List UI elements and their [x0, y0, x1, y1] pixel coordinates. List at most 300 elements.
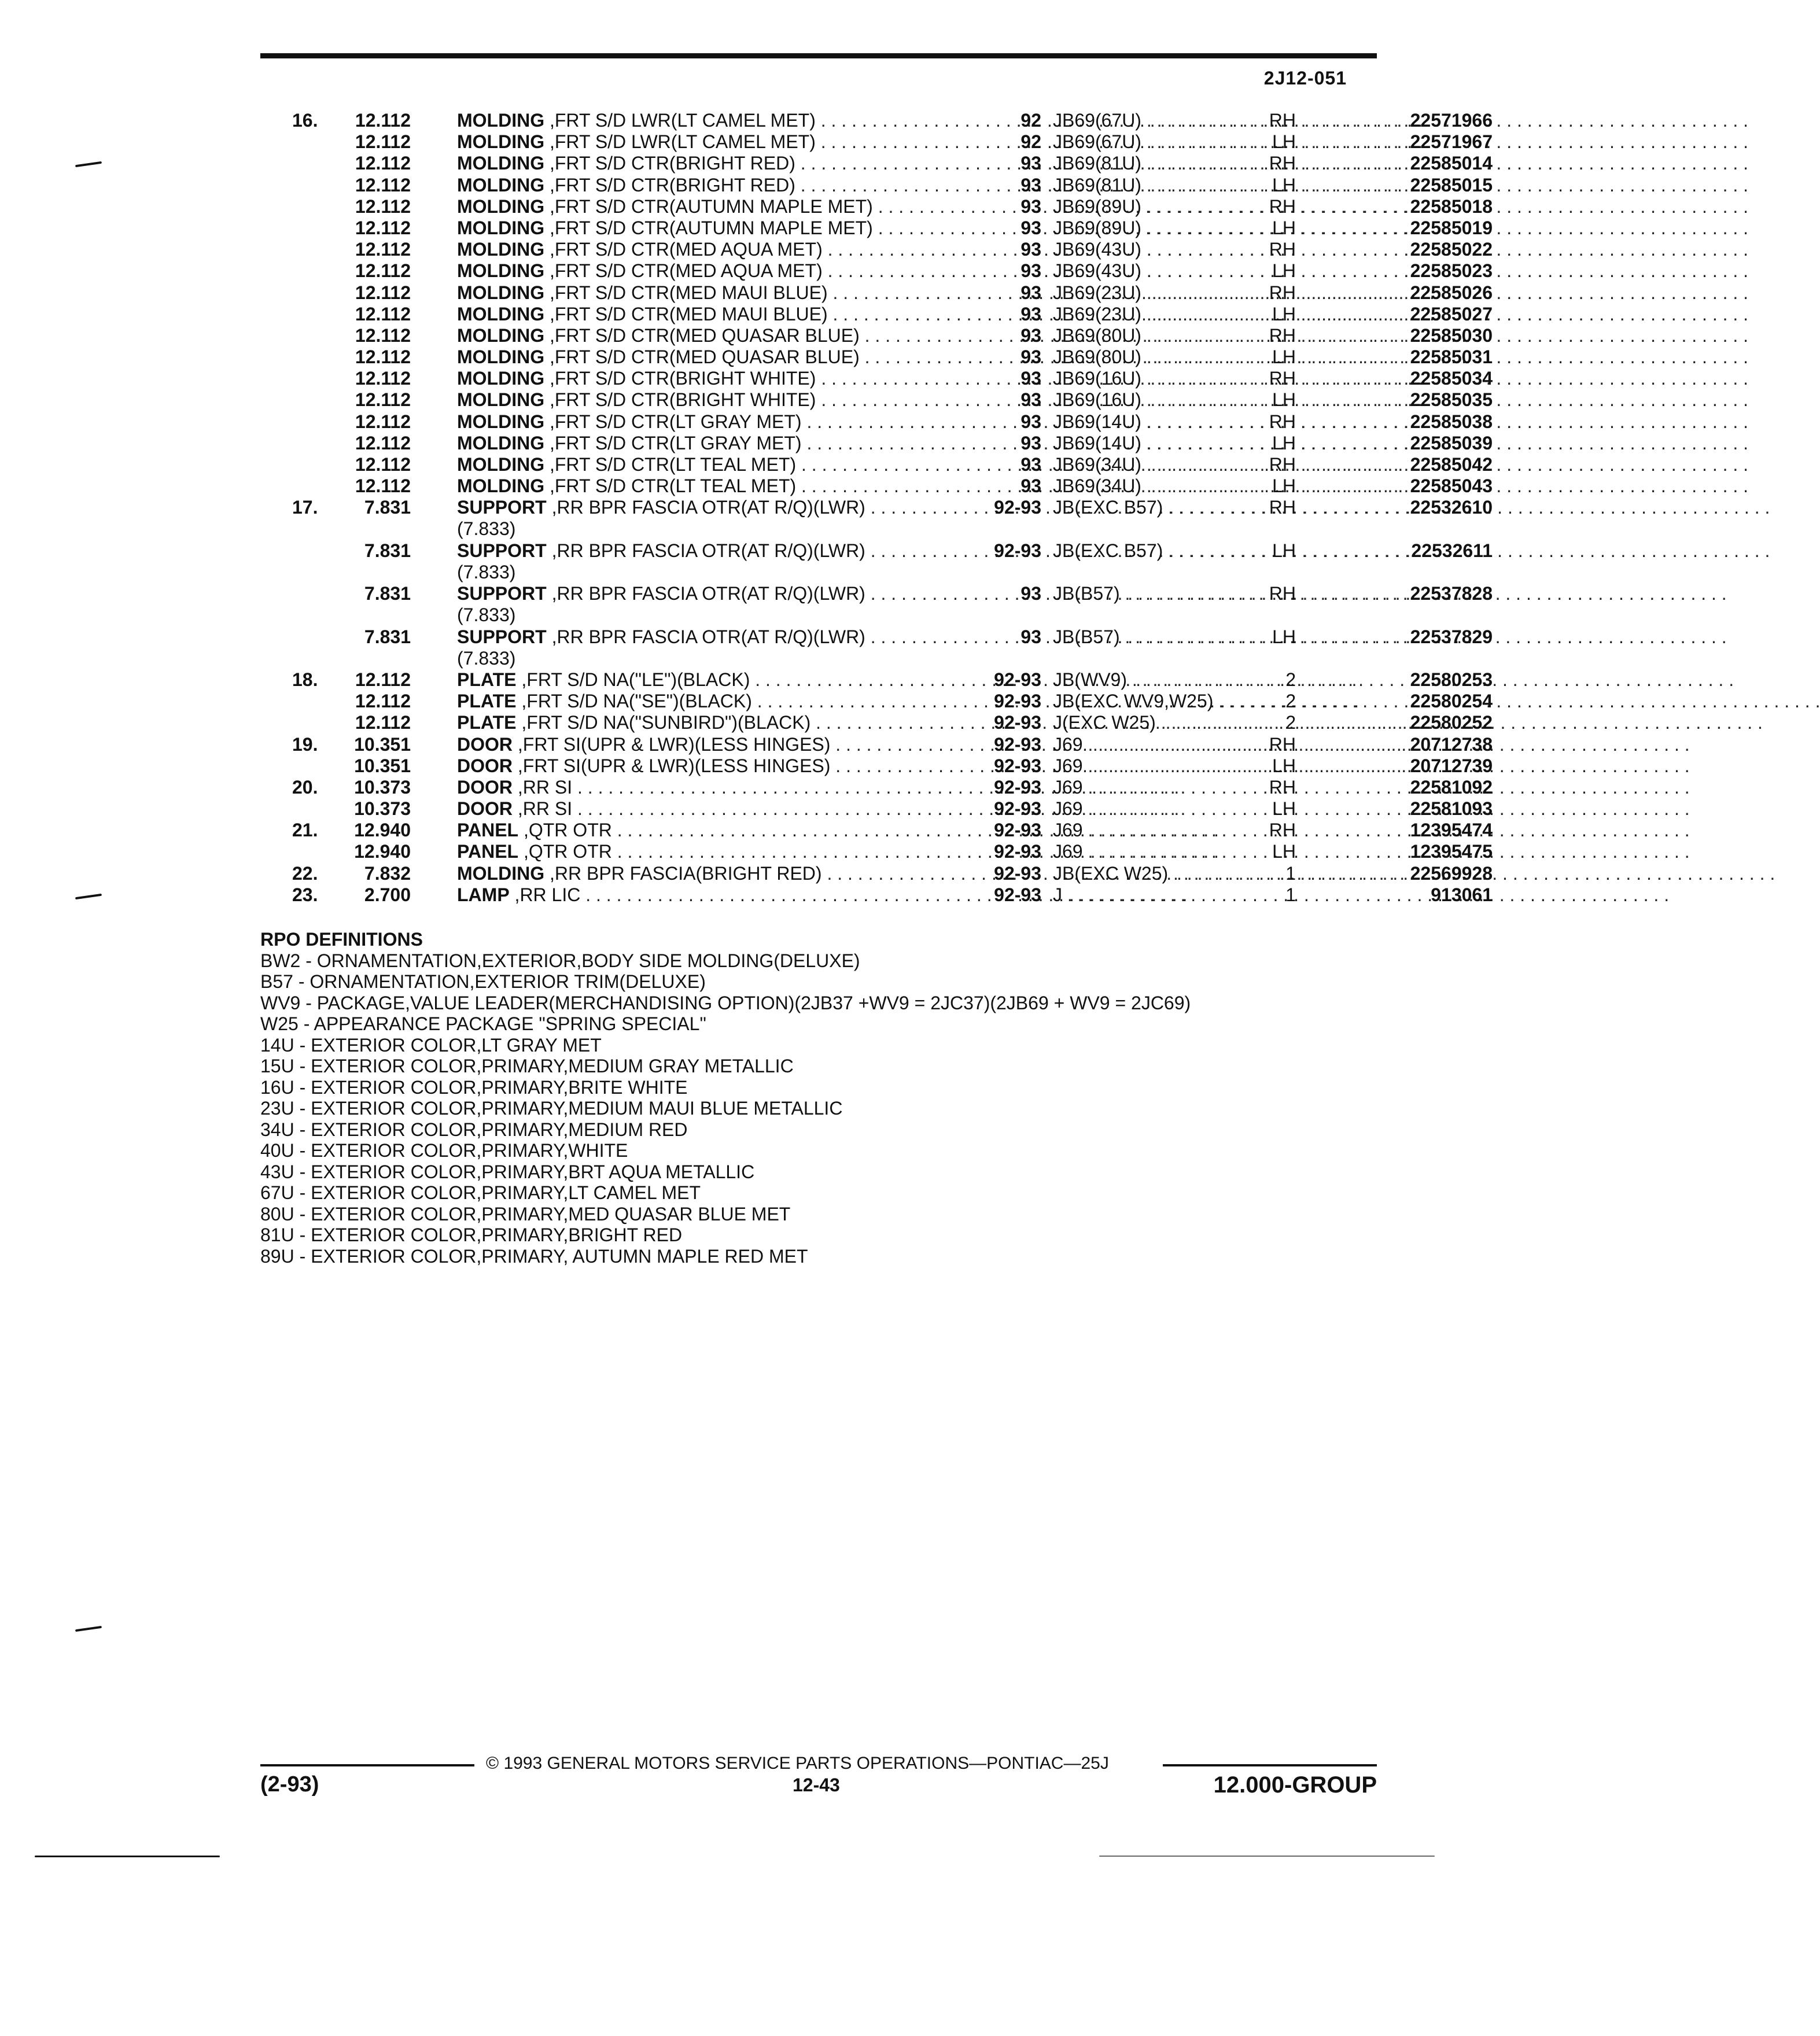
part-number: 22585018 — [1410, 196, 1493, 217]
side-or-qty: LH — [1272, 389, 1296, 411]
part-name: MOLDING — [457, 239, 545, 260]
part-detail: ,FRT S/D LWR(LT CAMEL MET) . . . — [550, 131, 1423, 152]
model-year: 93 — [1020, 346, 1041, 368]
model-code: JB69(67U) . . . — [1053, 110, 1273, 131]
ref-number: 22. — [292, 862, 318, 884]
side-or-qty: LH — [1272, 841, 1296, 862]
part-number: 22585015 — [1410, 174, 1493, 196]
parts-row — [260, 153, 1493, 174]
side-or-qty: LH — [1272, 475, 1296, 497]
ref-number: 16. — [292, 110, 318, 131]
part-detail: ,FRT S/D CTR(AUTUMN MAPLE MET) . . . — [550, 196, 1480, 217]
group-number: 12.112 — [355, 196, 411, 217]
part-number: 22569928 — [1410, 862, 1493, 884]
rpo-definition: 34U - EXTERIOR COLOR,PRIMARY,MEDIUM RED — [260, 1119, 688, 1140]
rpo-definition: 80U - EXTERIOR COLOR,PRIMARY,MED QUASAR BLUE MET — [260, 1203, 791, 1224]
footer-rule-right — [1163, 1764, 1377, 1766]
parts-row — [260, 755, 1493, 777]
model-code: JB69(34U) . . . — [1053, 454, 1273, 475]
parts-row — [260, 389, 1493, 411]
part-detail: ,FRT S/D CTR(BRIGHT WHITE) . . . — [550, 389, 1423, 410]
group-number: 12.112 — [355, 691, 411, 712]
binder-mark — [75, 894, 102, 899]
group-number: 10.351 — [354, 755, 411, 776]
part-name: SUPPORT — [457, 540, 547, 561]
parts-row — [260, 260, 1493, 282]
model-year: 92-93 — [994, 669, 1041, 690]
model-code: J . . . — [1053, 884, 1273, 906]
model-code: JB69(16U) . . . — [1053, 368, 1273, 389]
part-name: MOLDING — [457, 411, 545, 432]
model-year: 93 — [1020, 454, 1041, 475]
part-number: 22580254 — [1410, 691, 1493, 712]
part-number: 22585038 — [1410, 411, 1493, 432]
binder-mark — [75, 1626, 102, 1632]
model-code: JB69(23U) . . . — [1053, 304, 1273, 325]
parts-row — [260, 454, 1493, 475]
part-detail: ,QTR OTR . . . — [524, 841, 1219, 862]
model-year: 93 — [1020, 260, 1041, 282]
group-number: 7.831 — [364, 583, 411, 604]
part-detail: ,FRT S/D NA("LE")(BLACK) . . . — [521, 669, 1357, 690]
ref-number: 21. — [292, 820, 318, 841]
model-code: JB69(80U) . . . — [1053, 346, 1273, 368]
parts-row — [260, 884, 1493, 906]
part-detail: ,RR SI . . . — [518, 798, 1179, 819]
model-year: 93 — [1020, 324, 1041, 346]
parts-row — [260, 475, 1493, 497]
group-number: 7.831 — [364, 540, 411, 561]
binder-mark — [75, 161, 102, 167]
model-year: 93 — [1020, 475, 1041, 497]
group-number: 10.373 — [354, 776, 411, 798]
parts-row — [260, 583, 1493, 626]
side-or-qty: RH — [1269, 324, 1296, 346]
model-year: 93 — [1020, 282, 1041, 303]
rpo-definition: 81U - EXTERIOR COLOR,PRIMARY,BRIGHT RED — [260, 1224, 683, 1245]
ref-number: 23. — [292, 884, 318, 905]
rpo-definition: 89U - EXTERIOR COLOR,PRIMARY, AUTUMN MAPLE RED MET — [260, 1245, 808, 1267]
model-year: 92 — [1020, 110, 1041, 131]
group-number: 12.940 — [354, 841, 411, 862]
part-name: DOOR — [457, 776, 513, 798]
model-year: 93 — [1020, 239, 1041, 260]
parts-row — [260, 691, 1493, 712]
rpo-definition: 43U - EXTERIOR COLOR,PRIMARY,BRT AQUA METALLIC — [260, 1161, 755, 1182]
model-year: 93 — [1020, 411, 1041, 432]
model-year: 92-93 — [994, 540, 1041, 561]
parts-row — [260, 820, 1493, 841]
part-number: 22571967 — [1410, 131, 1493, 153]
model-year: 92-93 — [994, 798, 1041, 820]
model-year: 92 — [1020, 131, 1041, 153]
model-code: JB69(80U) . . . — [1053, 325, 1273, 346]
group-number: 10.373 — [354, 798, 411, 820]
parts-row — [260, 411, 1493, 433]
side-or-qty: LH — [1272, 626, 1296, 647]
model-year: 92-93 — [994, 862, 1041, 884]
parts-row — [260, 131, 1493, 153]
part-name: MOLDING — [457, 389, 545, 411]
group-number: 7.831 — [364, 626, 411, 647]
model-year: 93 — [1020, 153, 1041, 174]
side-or-qty: RH — [1269, 368, 1296, 389]
parts-row — [260, 368, 1493, 389]
group-number: 12.112 — [355, 174, 411, 196]
group-number: 12.112 — [355, 411, 411, 432]
side-or-qty: RH — [1269, 153, 1296, 174]
side-or-qty: LH — [1272, 131, 1296, 153]
side-or-qty: LH — [1272, 798, 1296, 820]
part-name: MOLDING — [457, 862, 545, 884]
ref-number: 17. — [292, 497, 318, 518]
part-name: MOLDING — [457, 260, 545, 282]
page-code: 2J12-051 — [1263, 68, 1347, 88]
parts-row — [260, 282, 1493, 304]
model-code: JB69(81U) . . . — [1053, 175, 1273, 196]
model-year: 92-93 — [994, 755, 1041, 776]
side-or-qty: LH — [1272, 346, 1296, 368]
part-detail: ,FRT S/D CTR(MED QUASAR BLUE) . . . — [550, 346, 1467, 367]
part-number: 22537828 — [1410, 583, 1493, 604]
part-number: 22581093 — [1410, 798, 1493, 820]
side-or-qty: LH — [1272, 432, 1296, 453]
part-detail: ,RR BPR FASCIA OTR(AT R/Q)(LWR) . . . — [552, 540, 1472, 561]
part-name: MOLDING — [457, 153, 545, 174]
model-code: J69 . . . — [1053, 841, 1273, 862]
part-name: LAMP — [457, 884, 510, 905]
part-name: MOLDING — [457, 368, 545, 389]
part-number: 22585027 — [1410, 303, 1493, 324]
rpo-definition: 15U - EXTERIOR COLOR,PRIMARY,MEDIUM GRAY METALLIC — [260, 1056, 794, 1076]
group-number: 12.112 — [355, 303, 411, 324]
part-name: MOLDING — [457, 196, 545, 217]
scan-edge-line — [1099, 1856, 1435, 1857]
part-number: 22585031 — [1410, 346, 1493, 368]
group-number: 12.112 — [355, 712, 411, 733]
part-name: MOLDING — [457, 174, 545, 196]
model-code: JB69(89U) . . . — [1053, 196, 1273, 217]
part-number: 22585022 — [1410, 239, 1493, 260]
side-or-qty: RH — [1269, 820, 1296, 841]
group-number: 12.112 — [355, 239, 411, 260]
part-detail: ,RR BPR FASCIA(BRIGHT RED) . . . — [550, 863, 1429, 884]
model-year: 93 — [1020, 303, 1041, 324]
part-name: PLATE — [457, 712, 517, 733]
part-detail: ,FRT SI(UPR & LWR)(LESS HINGES) . . . — [518, 755, 1438, 776]
parts-row — [260, 346, 1493, 368]
model-code: JB69(34U) . . . — [1053, 475, 1273, 497]
group-number: 12.112 — [355, 389, 411, 411]
group-number: 12.112 — [355, 217, 411, 238]
model-year: 93 — [1020, 626, 1041, 647]
part-detail: ,RR BPR FASCIA OTR(AT R/Q)(LWR) . . . — [552, 497, 1472, 518]
parts-row — [260, 174, 1493, 196]
part-name: DOOR — [457, 733, 513, 755]
side-or-qty: RH — [1269, 583, 1296, 604]
group-number: 7.831 — [364, 497, 411, 518]
part-detail-continued: (7.833) — [457, 518, 516, 540]
model-code: J69 . . . — [1053, 755, 1273, 777]
part-detail: ,FRT S/D CTR(BRIGHT RED) . . . — [550, 153, 1402, 174]
part-detail: ,RR LIC . . . — [515, 884, 1188, 905]
part-name: SUPPORT — [457, 583, 547, 604]
side-or-qty: LH — [1272, 303, 1296, 324]
part-detail: ,FRT S/D NA("SE")(BLACK) . . . — [521, 691, 1359, 711]
side-or-qty: LH — [1272, 174, 1296, 196]
part-name: MOLDING — [457, 217, 545, 238]
model-code: JB(B57) . . . — [1053, 583, 1273, 604]
part-detail: ,RR BPR FASCIA OTR(AT R/Q)(LWR) . . . — [552, 626, 1472, 647]
model-code: JB(EXC B57) . . . — [1053, 540, 1273, 562]
group-number: 7.832 — [364, 862, 411, 884]
model-code: JB(EXC B57) . . . — [1053, 497, 1273, 518]
parts-row — [260, 776, 1493, 798]
group-number: 12.112 — [355, 110, 411, 131]
group-number: 12.112 — [355, 475, 411, 497]
part-number: 22537829 — [1410, 626, 1493, 647]
side-or-qty: LH — [1272, 540, 1296, 561]
part-detail: ,RR SI . . . — [518, 777, 1179, 798]
part-name: PLATE — [457, 691, 517, 712]
part-number: 22585030 — [1410, 324, 1493, 346]
part-name: MOLDING — [457, 110, 545, 131]
side-or-qty: RH — [1269, 239, 1296, 260]
parts-row — [260, 862, 1493, 884]
part-number: 913061 — [1431, 884, 1493, 905]
rpo-definition: W25 - APPEARANCE PACKAGE "SPRING SPECIAL" — [260, 1013, 706, 1034]
parts-row — [260, 712, 1493, 733]
parts-row — [260, 217, 1493, 239]
model-year: 92-93 — [994, 841, 1041, 862]
part-name: MOLDING — [457, 282, 545, 303]
model-code: JB69(14U) . . . — [1053, 411, 1273, 433]
part-detail-continued: (7.833) — [457, 604, 516, 626]
parts-row — [260, 303, 1493, 325]
model-code: JB69(43U) . . . — [1053, 260, 1273, 282]
part-detail-continued: (7.833) — [457, 561, 516, 582]
model-year: 93 — [1020, 217, 1041, 238]
model-year: 92-93 — [994, 733, 1041, 755]
group-number: 12.112 — [355, 131, 411, 153]
part-name: MOLDING — [457, 432, 545, 453]
group-number: 12.112 — [355, 346, 411, 368]
rpo-definition: BW2 - ORNAMENTATION,EXTERIOR,BODY SIDE MOLDING(DELUXE) — [260, 950, 860, 971]
part-detail: ,FRT S/D CTR(MED MAUI BLUE) . . . — [550, 304, 1435, 324]
rpo-definition: B57 - ORNAMENTATION,EXTERIOR TRIM(DELUXE) — [260, 971, 706, 992]
model-year: 93 — [1020, 368, 1041, 389]
parts-row — [260, 669, 1493, 691]
side-or-qty: RH — [1269, 282, 1296, 303]
part-detail: ,FRT S/D LWR(LT CAMEL MET) . . . — [550, 110, 1423, 131]
model-year: 93 — [1020, 432, 1041, 453]
parts-row — [260, 497, 1493, 540]
model-year: 92-93 — [994, 691, 1041, 712]
group-number: 12.112 — [355, 153, 411, 174]
part-detail: ,FRT SI(UPR & LWR)(LESS HINGES) . . . — [518, 734, 1438, 755]
group-number: 12.112 — [355, 324, 411, 346]
parts-list — [260, 110, 1493, 906]
part-number: 22581092 — [1410, 776, 1493, 798]
footer-date: (2-93) — [260, 1772, 319, 1797]
part-detail: ,RR BPR FASCIA OTR(AT R/Q)(LWR) . . . — [552, 583, 1472, 604]
model-year: 92-93 — [994, 712, 1041, 733]
model-code: J69 . . . — [1053, 734, 1273, 755]
part-detail: ,FRT S/D CTR(AUTUMN MAPLE MET) . . . — [550, 217, 1480, 238]
part-detail: ,FRT S/D CTR(BRIGHT WHITE) . . . — [550, 368, 1423, 389]
model-code: JB69(89U) . . . — [1053, 217, 1273, 239]
parts-row — [260, 841, 1493, 862]
ref-number: 20. — [292, 776, 318, 798]
part-number: 22585043 — [1410, 475, 1493, 497]
part-number: 22585034 — [1410, 368, 1493, 389]
side-or-qty: LH — [1272, 217, 1296, 238]
parts-row — [260, 324, 1493, 346]
part-number: 22585014 — [1410, 153, 1493, 174]
part-detail: ,FRT S/D CTR(MED AQUA MET) . . . — [550, 239, 1430, 260]
part-detail: ,FRT S/D CTR(BRIGHT RED) . . . — [550, 175, 1402, 196]
parts-row — [260, 196, 1493, 217]
footer-rule-left — [260, 1764, 474, 1766]
model-code: JB(B57) . . . — [1053, 626, 1273, 648]
part-name: PLATE — [457, 669, 517, 690]
model-code: JB69(14U) . . . — [1053, 433, 1273, 454]
rpo-title: RPO DEFINITIONS — [260, 929, 423, 950]
part-name: SUPPORT — [457, 497, 547, 518]
part-detail: ,FRT S/D CTR(MED QUASAR BLUE) . . . — [550, 325, 1467, 346]
part-name: SUPPORT — [457, 626, 547, 647]
part-number: 22571966 — [1410, 110, 1493, 131]
model-code: JB69(23U) . . . — [1053, 282, 1273, 304]
rpo-definition: 16U - EXTERIOR COLOR,PRIMARY,BRITE WHITE — [260, 1076, 688, 1098]
model-code: JB(EXC W25) . . . — [1053, 863, 1273, 884]
part-number: 22585039 — [1410, 432, 1493, 453]
part-name: MOLDING — [457, 131, 545, 153]
parts-row — [260, 432, 1493, 454]
parts-row — [260, 798, 1493, 820]
part-number: 12395474 — [1410, 820, 1493, 841]
part-name: PANEL — [457, 820, 519, 841]
rpo-lines — [260, 950, 1417, 1267]
part-number: 22585035 — [1410, 389, 1493, 411]
part-name: DOOR — [457, 798, 513, 820]
part-number: 22585023 — [1410, 260, 1493, 282]
part-name: MOLDING — [457, 346, 545, 368]
part-name: MOLDING — [457, 475, 545, 497]
rpo-definitions — [260, 929, 1417, 1267]
model-code: JB69(16U) . . . — [1053, 389, 1273, 411]
parts-row — [260, 626, 1493, 669]
side-or-qty: LH — [1272, 755, 1296, 776]
side-or-qty: RH — [1269, 776, 1296, 798]
parts-row — [260, 239, 1493, 260]
model-year: 92-93 — [994, 820, 1041, 841]
part-number: 22532610 — [1410, 497, 1493, 518]
side-or-qty: RH — [1269, 196, 1296, 217]
model-year: 92-93 — [994, 884, 1041, 905]
top-rule — [260, 53, 1377, 58]
group-number: 12.940 — [354, 820, 411, 841]
part-number: 22580253 — [1410, 669, 1493, 690]
part-detail: ,FRT S/D CTR(MED AQUA MET) . . . — [550, 260, 1430, 281]
side-or-qty: RH — [1269, 110, 1296, 131]
side-or-qty: 1 — [1285, 862, 1296, 884]
parts-row — [260, 733, 1493, 755]
model-year: 93 — [1020, 174, 1041, 196]
side-or-qty: RH — [1269, 733, 1296, 755]
rpo-definition: 40U - EXTERIOR COLOR,PRIMARY,WHITE — [260, 1140, 628, 1161]
part-detail: ,FRT S/D CTR(LT GRAY MET) . . . — [550, 433, 1409, 453]
group-number: 12.112 — [355, 282, 411, 303]
part-name: MOLDING — [457, 324, 545, 346]
rpo-definition: 14U - EXTERIOR COLOR,LT GRAY MET — [260, 1034, 602, 1056]
group-number: 12.112 — [355, 454, 411, 475]
part-number: 22532611 — [1411, 540, 1493, 561]
part-name: DOOR — [457, 755, 513, 776]
part-detail: ,FRT S/D CTR(MED MAUI BLUE) . . . — [550, 282, 1435, 303]
group-number: 12.112 — [355, 669, 411, 690]
ref-number: 19. — [292, 733, 318, 755]
ref-number: 18. — [292, 669, 318, 690]
model-code: J69 . . . — [1053, 777, 1273, 798]
footer-copyright: © 1993 GENERAL MOTORS SERVICE PARTS OPERATIONS—PONTIAC—25J — [486, 1754, 1109, 1773]
model-code: JB69(81U) . . . — [1053, 153, 1273, 174]
group-number: 2.700 — [364, 884, 411, 905]
rpo-definition: 67U - EXTERIOR COLOR,PRIMARY,LT CAMEL MET — [260, 1182, 701, 1203]
side-or-qty: RH — [1269, 454, 1296, 475]
part-number: 12395475 — [1410, 841, 1493, 862]
part-detail: ,FRT S/D NA("SUNBIRD")(BLACK) . . . — [521, 712, 1417, 733]
part-number: 20712738 — [1410, 733, 1493, 755]
model-code: JB69(43U) . . . — [1053, 239, 1273, 260]
model-code: J69 . . . — [1053, 820, 1273, 841]
part-number: 20712739 — [1410, 755, 1493, 776]
model-year: 92-93 — [994, 776, 1041, 798]
model-code: JB(WV9) . . . — [1053, 669, 1273, 691]
model-code: JB69(67U) . . . — [1053, 131, 1273, 153]
model-code: J69 . . . — [1053, 798, 1273, 820]
group-number: 12.112 — [355, 368, 411, 389]
rpo-definition: WV9 - PACKAGE,VALUE LEADER(MERCHANDISING OPTION)(2JB37 +WV9 = 2JC37)(2JB69 + WV9 = 2JC69) — [260, 992, 1191, 1013]
part-detail: ,FRT S/D CTR(LT TEAL MET) . . . — [550, 454, 1403, 475]
parts-row — [260, 110, 1493, 131]
part-detail: ,FRT S/D CTR(LT GRAY MET) . . . — [550, 411, 1409, 432]
part-detail: ,QTR OTR . . . — [524, 820, 1219, 840]
side-or-qty: RH — [1269, 411, 1296, 432]
side-or-qty: 2 — [1285, 669, 1296, 690]
group-number: 10.351 — [354, 733, 411, 755]
side-or-qty: 2 — [1285, 712, 1296, 733]
part-number: 22585026 — [1410, 282, 1493, 303]
part-detail: ,FRT S/D CTR(LT TEAL MET) . . . — [550, 475, 1403, 496]
model-year: 93 — [1020, 583, 1041, 604]
group-number: 12.112 — [355, 260, 411, 282]
part-name: MOLDING — [457, 454, 545, 475]
side-or-qty: 2 — [1285, 691, 1296, 712]
part-number: 22585042 — [1410, 454, 1493, 475]
footer-group: 12.000-GROUP — [1213, 1772, 1377, 1798]
side-or-qty: RH — [1269, 497, 1296, 518]
footer-page-number: 12-43 — [793, 1775, 840, 1795]
part-name: PANEL — [457, 841, 519, 862]
part-name: MOLDING — [457, 303, 545, 324]
side-or-qty: 1 — [1285, 884, 1296, 905]
model-year: 92-93 — [994, 497, 1041, 518]
side-or-qty: LH — [1272, 260, 1296, 282]
model-code: J(EXC W25) . . . — [1053, 712, 1273, 733]
scan-edge-line — [35, 1856, 220, 1857]
part-detail-continued: (7.833) — [457, 647, 516, 669]
